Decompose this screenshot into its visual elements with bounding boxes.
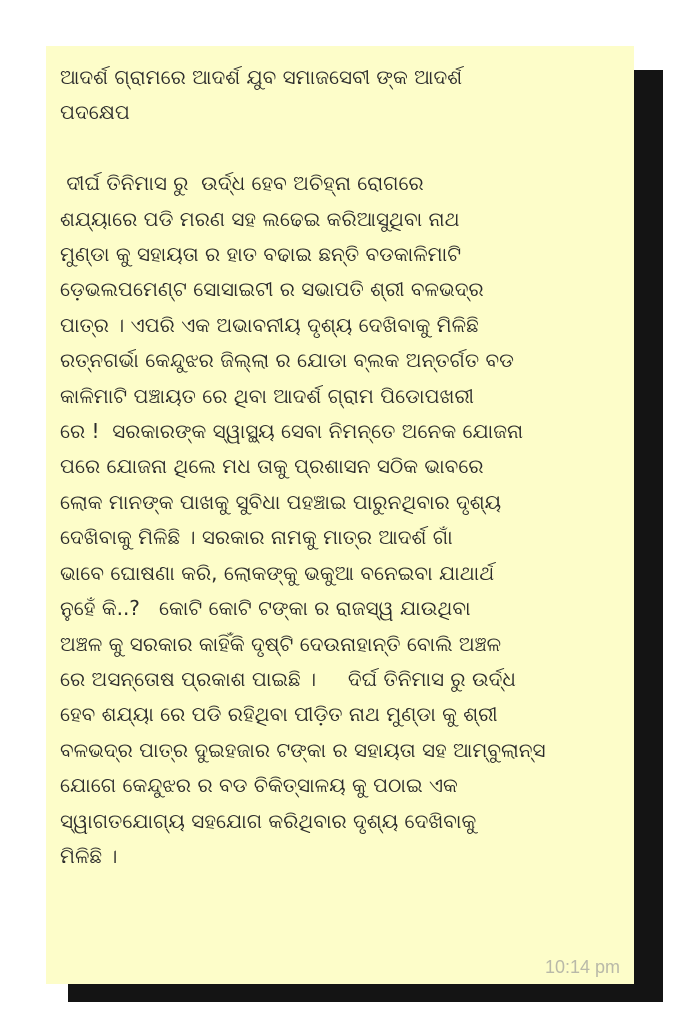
message-timestamp: 10:14 pm: [544, 957, 620, 977]
message-text[interactable]: ଆଦର୍ଶ ଗ୍ରାମରେ ଆଦର୍ଶ ଯୁବ ସମାଜସେବୀ ଙ୍କ ଆଦର୍ଶ ପଦକ୍ଷେପ ଦୀର୍ଘ ତିନିମାସ ରୁ ଉର୍ଦ୍ଧ ହେବ ଅଚିହ୍ନା ରୋଗରେ ଶଯ୍ୟାରେ ପଡି ମରଣ ସହ ଲଢେଇ କରିଆସୁଥିବା ନାଥ ମୁଣ୍ଡା କୁ ସହାୟତା ର ହାତ ବଢାଇ ଛନ୍ତି ବଡକାଳିମାଟି ଡ଼େଭଲପମେଣ୍ଟ ସୋସାଇଟୀ ର ସଭାପତି ଶ୍ରୀ ବଳଭଦ୍ର ପାତ୍ର । ଏପରି ଏକ ଅଭାବନୀୟ ଦୃଶ୍ୟ ଦେଖିବାକୁ ମିଳିଛି ରତ୍ନଗର୍ଭା କେନ୍ଦୁଝର ଜିଲ୍ଲା ର ଯୋଡା ବ୍ଲକ ଅନ୍ତର୍ଗତ ବଡ କାଳିମାଟି ପଞ୍ଚାୟତ ରେ ଥିବା ଆଦର୍ଶ ଗ୍ରାମ ପିଡୋପଖରୀ ରେ ! ସରକାରଙ୍କ ସ୍ୱାସ୍ଥ୍ୟ ସେବା ନିମନ୍ତେ ଅନେକ ଯୋଜନା ପରେ ଯୋଜନା ଥିଲେ ମଧ ତାକୁ ପ୍ରଶାସନ ସଠିକ ଭାବରେ ଲୋକ ମାନଙ୍କ ପାଖକୁ ସୁବିଧା ପହଞ୍ଚାଇ ପାରୁନଥିବାର ଦୃଶ୍ୟ ଦେଖିବାକୁ ମିଳିଛି । ସରକାର ନାମକୁ ମାତ୍ର ଆଦର୍ଶ ଗାଁ ଭାବେ ଘୋଷଣା କରି, ଲୋକଙ୍କୁ ଭକୁଆ ବନେଇବା ଯାଥାର୍ଥ ନୁହେଁ କି..? କୋଟି କୋଟି ଟଙ୍କା ର ରାଜସ୍ୱ ଯାଉଥିବା ଅଞ୍ଚଳ କୁ ସରକାର କାହିଁକି ଦୃଷ୍ଟି ଦେଉନାହାନ୍ତି ବୋଲି ଅଞ୍ଚଳ ରେ ଅସନ୍ତୋଷ ପ୍ରକାଶ ପାଇଛି । ଦିର୍ଘ ତିନିମାସ ରୁ ଉର୍ଦ୍ଧ ହେବ ଶଯ୍ୟା ରେ ପଡି ରହିଥିବା ପୀଡ଼ିତ ନାଥ ମୁଣ୍ଡା କୁ ଶ୍ରୀ ବଳଭଦ୍ର ପାତ୍ର ଦୁଇହଜାର ଟଙ୍କା ର ସହାୟତା ସହ ଆମ୍ବୁଲାନ୍ସ ଯୋଗେ କେନ୍ଦୁଝର ର ବଡ ଚିକିତ୍ସାଳୟ କୁ ପଠାଇ ଏକ ସ୍ୱାଗତଯୋଗ୍ୟ ସହଯୋଗ କରିଥିବାର ଦୃଶ୍ୟ ଦେଖିବାକୁ ମିଳିଛି ।: [60, 65, 546, 868]
message-bubble[interactable]: [46, 46, 634, 984]
